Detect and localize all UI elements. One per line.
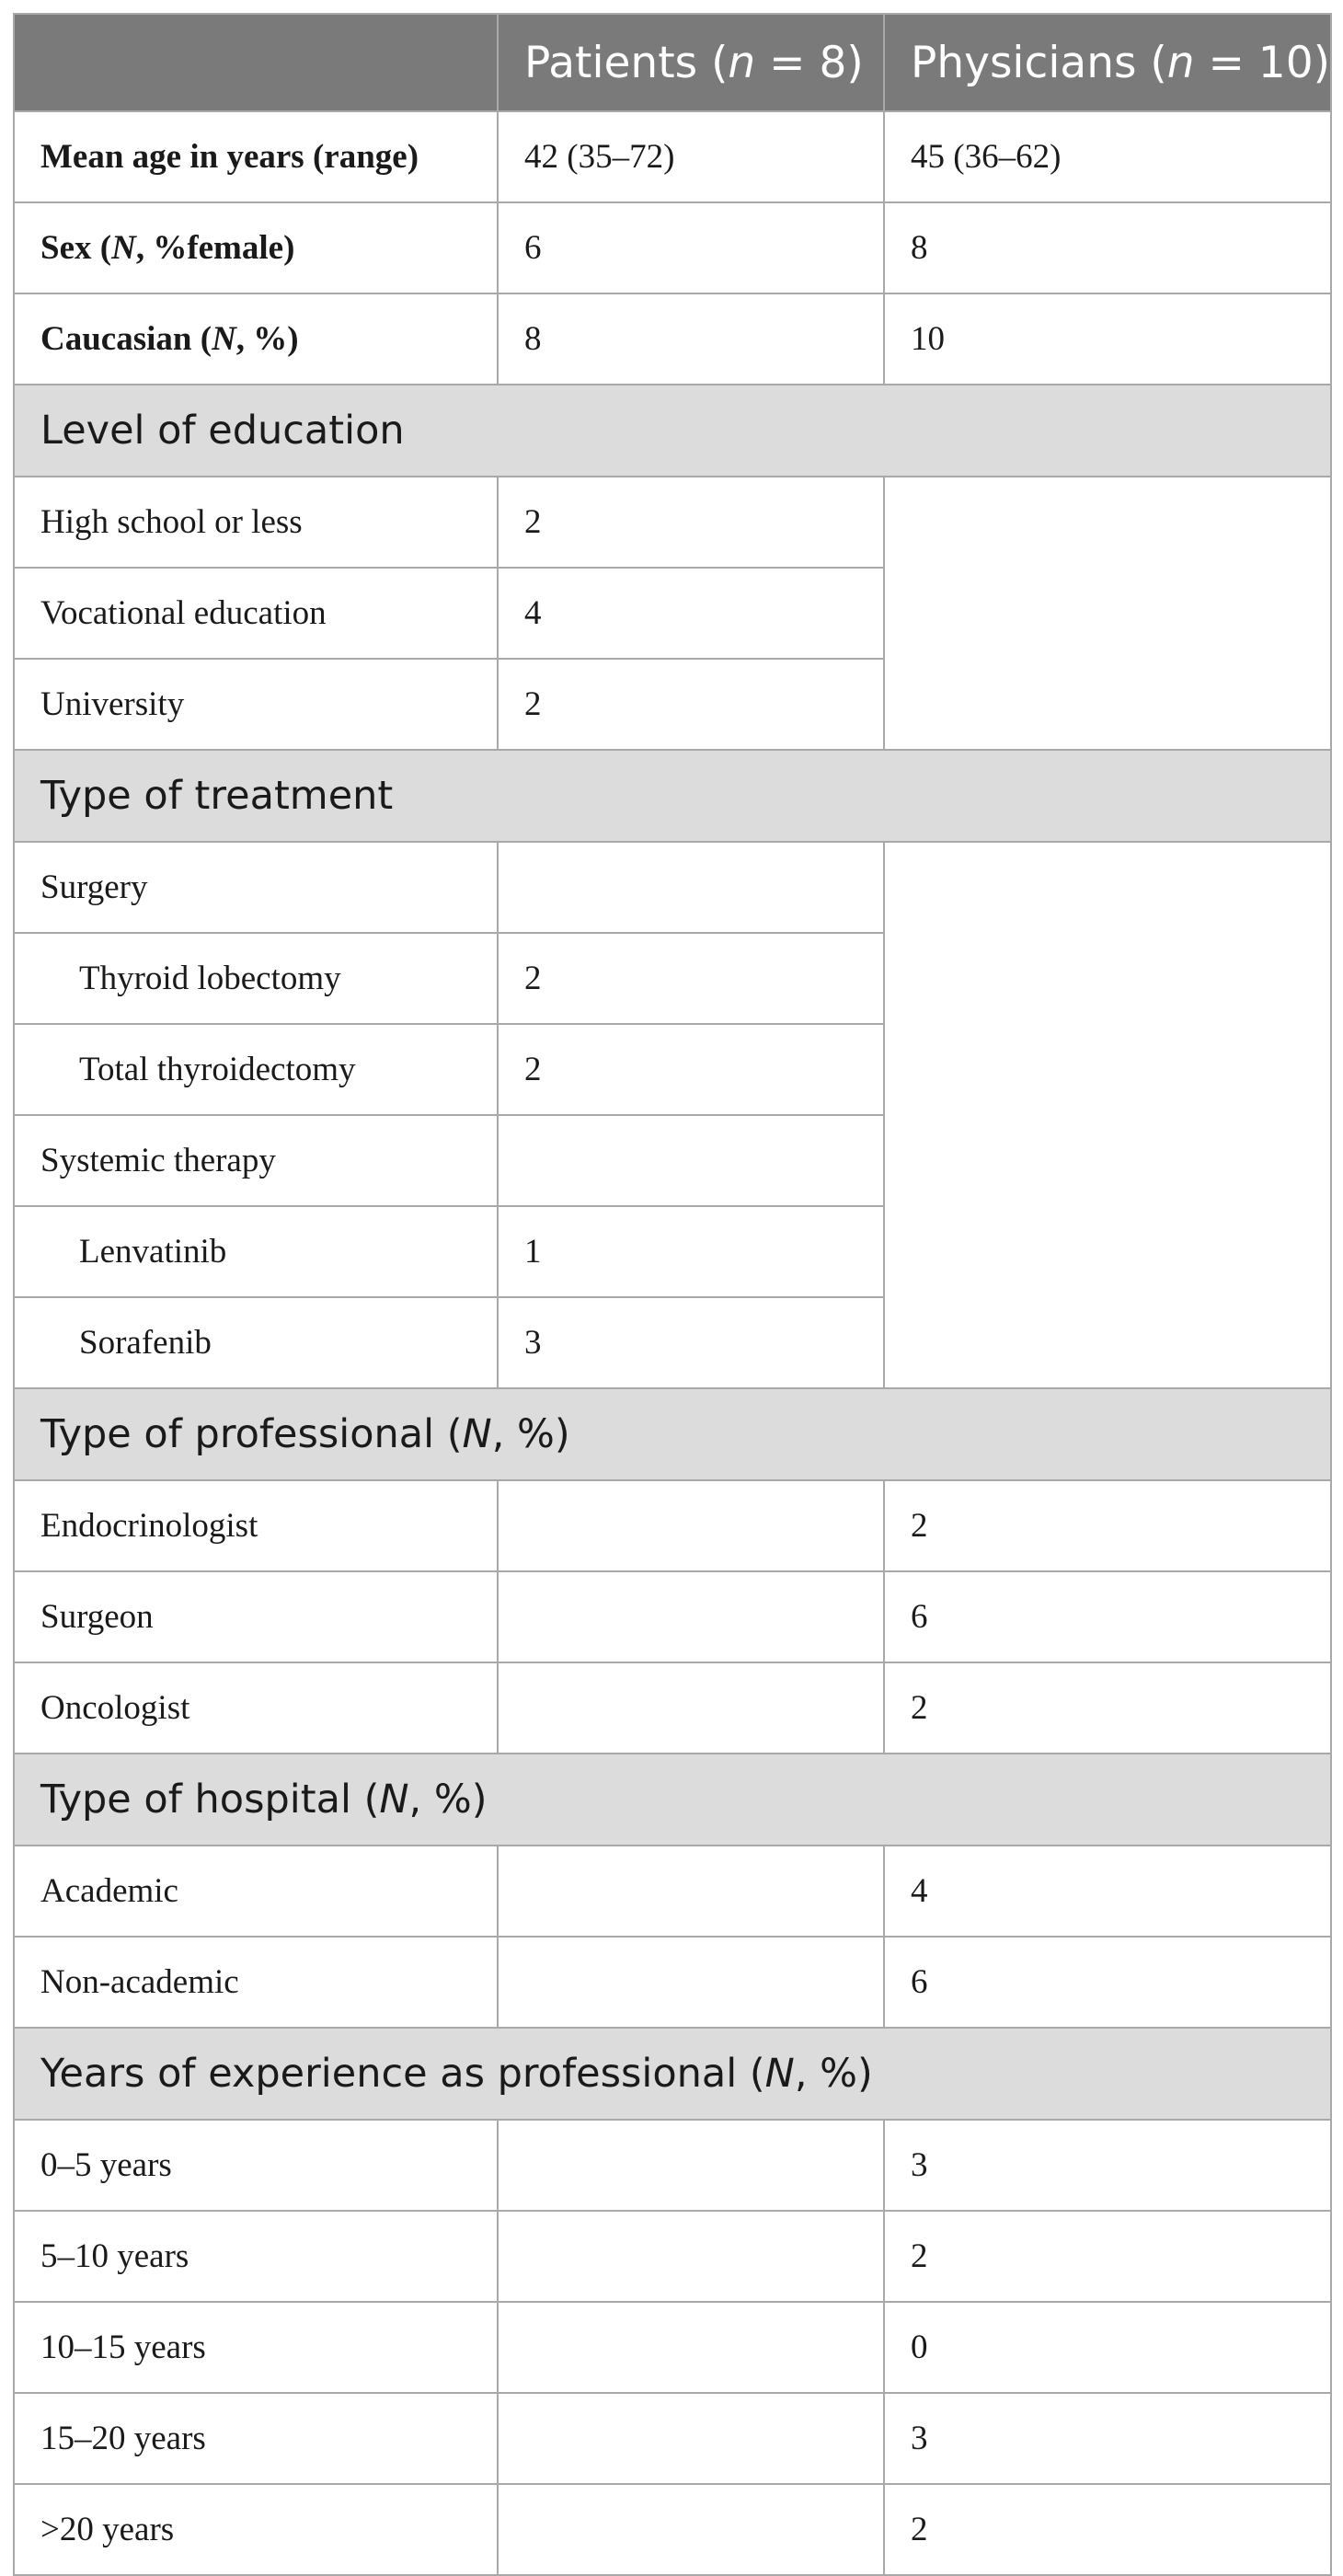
section-header-professional [14,1388,1331,1480]
row-label: Academic [14,1846,498,1937]
section-header-treatment [14,750,1331,842]
row-label: 0–5 years [14,2120,498,2211]
section-title: Level of education [14,385,1331,477]
section-header-hospital [14,1754,1331,1846]
patients-empty-cell [498,1846,884,1937]
physicians-value: 2 [884,2484,1331,2575]
row-label: Total thyroidectomy [14,1024,498,1115]
table-row [14,293,1331,385]
table-row [14,111,1331,202]
patients-value: 2 [498,659,884,750]
row-label: Oncologist [14,1662,498,1754]
row-label: Caucasian (N, %) [14,293,498,385]
table-row [14,1480,1331,1571]
patients-empty-cell [498,1662,884,1754]
patients-value: 2 [498,933,884,1024]
header-empty-cell [14,14,498,111]
physicians-value: 4 [884,1846,1331,1937]
patients-value: 8 [498,293,884,385]
patients-empty-cell [498,2302,884,2393]
table-header-row [14,14,1331,111]
table-row [14,1662,1331,1754]
patients-value [498,842,884,933]
row-label: High school or less [14,477,498,568]
row-label: Mean age in years (range) [14,111,498,202]
physicians-value: 3 [884,2120,1331,2211]
patients-value: 2 [498,1024,884,1115]
physicians-value: 3 [884,2393,1331,2484]
physicians-value: 8 [884,202,1331,293]
row-label: Systemic therapy [14,1115,498,1206]
header-physicians: Physicians (n = 10) [884,14,1331,111]
patients-empty-cell [498,1571,884,1662]
table-row [14,2120,1331,2211]
physicians-value: 6 [884,1937,1331,2028]
patients-empty-cell [498,1937,884,2028]
row-label: Sex (N, %female) [14,202,498,293]
row-label: 5–10 years [14,2211,498,2302]
physicians-value: 2 [884,1662,1331,1754]
table-row [14,2211,1331,2302]
row-label: Thyroid lobectomy [14,933,498,1024]
row-label: University [14,659,498,750]
table-row [14,202,1331,293]
patients-value: 42 (35–72) [498,111,884,202]
table-row [14,1846,1331,1937]
physicians-empty-cell [884,842,1331,1388]
patients-empty-cell [498,2211,884,2302]
section-title: Years of experience as professional (N, %) [14,2028,1331,2120]
patients-empty-cell [498,2120,884,2211]
physicians-value: 10 [884,293,1331,385]
row-label: Endocrinologist [14,1480,498,1571]
table-row [14,2484,1331,2575]
row-label: Non-academic [14,1937,498,2028]
section-header-experience [14,2028,1331,2120]
patients-empty-cell [498,1480,884,1571]
section-header-education [14,385,1331,477]
patients-empty-cell [498,2484,884,2575]
physicians-value: 2 [884,1480,1331,1571]
table-row [14,477,1331,568]
header-patients: Patients (n = 8) [498,14,884,111]
row-label: Sorafenib [14,1297,498,1388]
physicians-value: 0 [884,2302,1331,2393]
table-row [14,1571,1331,1662]
patients-value [498,1115,884,1206]
patients-empty-cell [498,2393,884,2484]
table-row [14,842,1331,933]
row-label: 10–15 years [14,2302,498,2393]
physicians-value: 45 (36–62) [884,111,1331,202]
patients-value: 6 [498,202,884,293]
patients-value: 4 [498,568,884,659]
row-label: >20 years [14,2484,498,2575]
table-row [14,2393,1331,2484]
patients-value: 3 [498,1297,884,1388]
row-label: 15–20 years [14,2393,498,2484]
row-label: Lenvatinib [14,1206,498,1297]
section-title: Type of treatment [14,750,1331,842]
table-row [14,1937,1331,2028]
demographics-table [13,13,1332,2576]
row-label: Surgeon [14,1571,498,1662]
patients-value: 2 [498,477,884,568]
physicians-value: 2 [884,2211,1331,2302]
row-label: Vocational education [14,568,498,659]
section-title: Type of hospital (N, %) [14,1754,1331,1846]
patients-value: 1 [498,1206,884,1297]
physicians-empty-cell [884,477,1331,750]
section-title: Type of professional (N, %) [14,1388,1331,1480]
table-row [14,2302,1331,2393]
row-label: Surgery [14,842,498,933]
physicians-value: 6 [884,1571,1331,1662]
